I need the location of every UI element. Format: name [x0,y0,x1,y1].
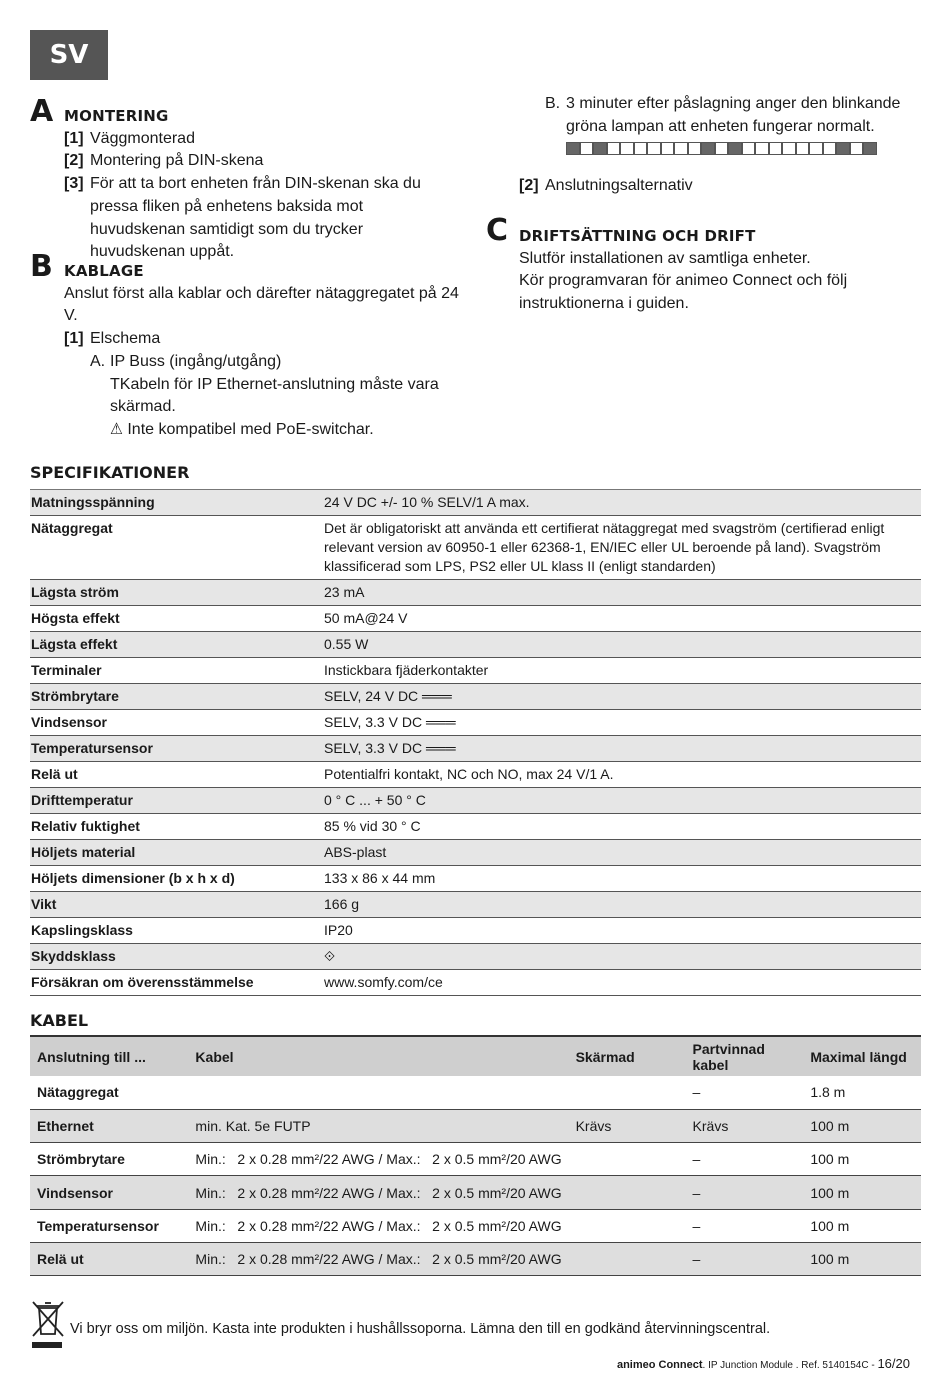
spec-value: 85 % vid 30 ° C [324,818,421,834]
table-header [30,1036,921,1076]
table-row [30,814,921,840]
spec-label: Vikt [31,896,57,912]
led-blink-cell [742,142,756,155]
led-blink-cell [580,142,594,155]
spec-value[interactable]: www.somfy.com/ce [324,974,443,990]
led-blink-cell [823,142,837,155]
table-row [30,1076,921,1109]
table-cell: 100 m [803,1242,921,1275]
table-cell [569,1176,686,1209]
spec-value: Det är obligatoriskt att använda ett certifierat nätaggregat med svagström (certifierad enligt relevant version av 60950-1 eller 62368-1, EN/IEC eller UL beroende på land). Svagström klassificerad som LPS, PS2 eller UL klass II (enligt standarden) [324,520,885,574]
cable-title: KABEL [30,1011,89,1030]
table-cell [569,1143,686,1176]
spec-label: Lägsta effekt [31,636,118,652]
spec-value: 0 ° C ... + 50 ° C [324,792,426,808]
table-cell: Nätaggregat [30,1076,188,1109]
spec-label: Lägsta ström [31,584,119,600]
page-reference: animeo Connect. IP Junction Module . Ref. 5140154C - 16/20 [616,1356,910,1371]
led-blink-cell [688,142,702,155]
column-header: Maximal längd [803,1036,921,1076]
table-cell [569,1242,686,1275]
spec-label: Matningsspänning [31,494,155,510]
led-blink-cell [674,142,688,155]
led-blink-cell [796,142,810,155]
column-header: Kabel [188,1036,568,1076]
section-letter-b: B [30,249,53,284]
table-cell: – [686,1143,804,1176]
spec-value: SELV, 3.3 V DC ═══ [324,714,456,730]
section-c [519,225,914,316]
column-header: Anslutning till ... [30,1036,188,1076]
section-letter-c: C [486,213,509,248]
list-item: [3] För att ta bort enheten från DIN-skenan ska du pressa fliken på enhetens baksida mot huvudskenan samtidigt som du trycker huvudskenan uppåt. [64,175,421,261]
section-a-title: MONTERING [64,107,169,125]
spec-value: 0.55 W [324,636,369,652]
spec-label: Nätaggregat [31,520,113,536]
table-row [30,1143,921,1176]
sub-item-b: B. 3 minuter efter påslagning anger den blinkande gröna lampan att enheten fungerar normalt. [545,95,901,135]
table-row [30,710,921,736]
led-blink-cell [715,142,729,155]
table-row [30,736,921,762]
table-cell: Temperatursensor [30,1209,188,1242]
section-c-line: Kör programvaran för animeo Connect och följ instruktionerna i guiden. [519,272,848,313]
page-number: 16/20 [877,1356,910,1371]
list-item: [1] Väggmonterad [64,129,195,147]
table-row [30,658,921,684]
column-header: Partvinnad kabel [686,1036,804,1076]
spec-title: SPECIFIKATIONER [30,463,190,482]
spec-label: Relativ fuktighet [31,818,140,834]
table-cell: 100 m [803,1176,921,1209]
led-blink-cell [755,142,769,155]
spec-value: Instickbara fjäderkontakter [324,662,489,678]
table-row [30,892,921,918]
led-blink-pattern [566,142,905,155]
led-blink-cell [647,142,661,155]
table-cell: Krävs [569,1109,686,1142]
sub-item-a: A. IP Buss (ingång/utgång) TKabeln för IP Ethernet-anslutning måste vara skärmad. ⚠ Inte kompatibel med PoE-switchar. [64,351,464,442]
cable-table [30,1035,921,1276]
spec-label: Kapslingsklass [31,922,133,938]
spec-value: 133 x 86 x 44 mm [324,870,436,886]
table-row [30,684,921,710]
spec-label: Höljets dimensioner (b x h x d) [31,870,235,886]
table-row [30,606,921,632]
table-cell: Strömbrytare [30,1143,188,1176]
table-row [30,840,921,866]
spec-value: IP20 [324,922,353,938]
table-cell [569,1076,686,1109]
table-row [30,788,921,814]
table-cell: – [686,1176,804,1209]
spec-label: Försäkran om överensstämmelse [31,974,254,990]
spec-label: Högsta effekt [31,610,120,626]
led-blink-cell [634,142,648,155]
list-item: [2] Montering på DIN-skena [64,152,264,170]
table-row [30,866,921,892]
led-blink-cell [809,142,823,155]
table-row [30,1209,921,1242]
spec-label: Drifttemperatur [31,792,133,808]
led-blink-cell [836,142,850,155]
table-row [30,918,921,944]
table-cell: Min.: 2 x 0.28 mm²/22 AWG / Max.: 2 x 0.5 mm²/20 AWG [188,1209,568,1242]
list-item: [1] Elschema [64,330,161,348]
section-c-line: Slutför installationen av samtliga enheter. [519,249,811,267]
warning-note: ⚠ Inte kompatibel med PoE-switchar. [110,420,374,438]
table-cell: Min.: 2 x 0.28 mm²/22 AWG / Max.: 2 x 0.5 mm²/20 AWG [188,1143,568,1176]
spec-value: 50 mA@24 V [324,610,408,626]
led-blink-cell [782,142,796,155]
environment-note: Vi bryr oss om miljön. Kasta inte produkten i hushållssoporna. Lämna den till en godkänd återvinningscentral. [30,1300,770,1350]
spec-value: ABS-plast [324,844,387,860]
section-letter-a: A [30,94,54,129]
table-cell: 100 m [803,1143,921,1176]
section-c-title: DRIFTSÄTTNING OCH DRIFT [519,227,756,245]
table-row [30,944,921,970]
section-b-title: KABLAGE [64,262,144,280]
spec-label: Vindsensor [31,714,107,730]
table-row [30,1242,921,1275]
led-blink-cell [728,142,742,155]
table-cell: Relä ut [30,1242,188,1275]
table-row [30,762,921,788]
table-cell: Ethernet [30,1109,188,1142]
spec-label: Höljets material [31,844,136,860]
language-tab: SV [30,30,108,80]
section-b-intro: Anslut först alla kablar och därefter nätaggregatet på 24 V. [64,284,459,325]
table-cell [188,1076,568,1109]
led-blink-cell [769,142,783,155]
table-cell: Min.: 2 x 0.28 mm²/22 AWG / Max.: 2 x 0.5 mm²/20 AWG [188,1242,568,1275]
table-cell: 100 m [803,1209,921,1242]
table-row [30,516,921,580]
spec-label: Terminaler [31,662,102,678]
table-cell: Krävs [686,1109,804,1142]
spec-label: Skyddsklass [31,948,116,964]
spec-value: 23 mA [324,584,365,600]
table-row [30,490,921,516]
weee-bin-icon [30,1300,66,1350]
list-item: [2] Anslutningsalternativ [519,177,693,194]
spec-label: Relä ut [31,766,78,782]
led-blink-cell [607,142,621,155]
table-cell: min. Kat. 5e FUTP [188,1109,568,1142]
spec-value: 166 g [324,896,360,912]
led-blink-cell [661,142,675,155]
table-cell: – [686,1242,804,1275]
spec-label: Strömbrytare [31,688,119,704]
table-cell: Vindsensor [30,1176,188,1209]
section-a [64,105,464,264]
led-blink-cell [701,142,715,155]
spec-value: 24 V DC +/- 10 % SELV/1 A max. [324,494,530,510]
table-row [30,1109,921,1142]
column-header: Skärmad [569,1036,686,1076]
table-row [30,970,921,996]
spec-value: ⟐ [324,948,336,964]
section-b-continued [545,93,905,155]
led-blink-cell [620,142,634,155]
led-blink-cell [850,142,864,155]
table-row [30,580,921,606]
section-b [64,260,464,442]
led-blink-cell [566,142,580,155]
spec-value: Potentialfri kontakt, NC och NO, max 24 V/1 A. [324,766,614,782]
led-blink-cell [593,142,607,155]
led-blink-cell [863,142,877,155]
table-cell [569,1209,686,1242]
warning-icon: ⚠ [110,420,123,438]
table-cell: 100 m [803,1109,921,1142]
table-cell: Min.: 2 x 0.28 mm²/22 AWG / Max.: 2 x 0.5 mm²/20 AWG [188,1176,568,1209]
spec-value: SELV, 3.3 V DC ═══ [324,740,456,756]
table-cell: – [686,1076,804,1109]
table-cell: 1.8 m [803,1076,921,1109]
spec-table [30,489,921,996]
table-cell: – [686,1209,804,1242]
table-row [30,1176,921,1209]
spec-label: Temperatursensor [31,740,153,756]
spec-value: SELV, 24 V DC ═══ [324,688,452,704]
table-row [30,632,921,658]
